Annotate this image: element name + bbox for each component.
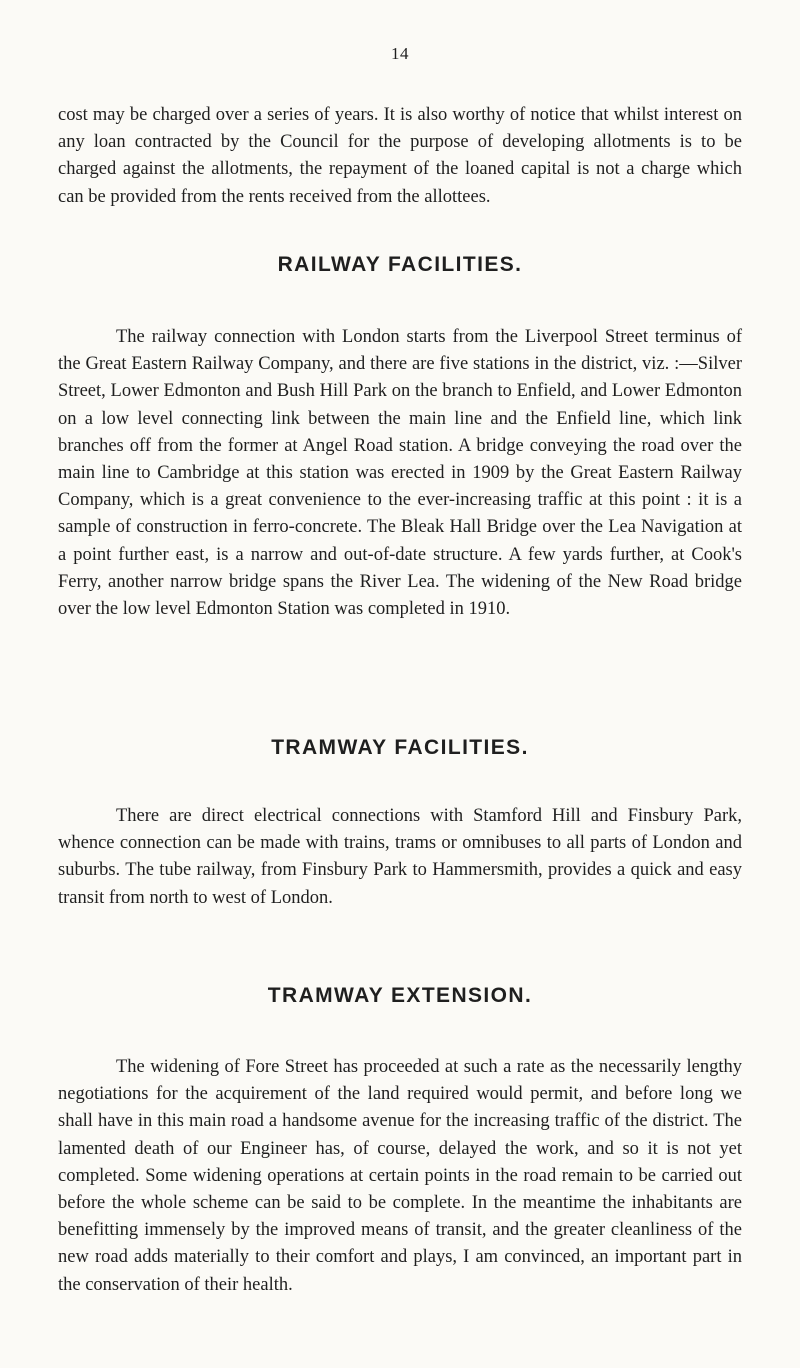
tramway-facilities-paragraph: There are direct electrical connections with Stamford Hill and Finsbury Park, whence connection can be made with trains, trams or omnibuses to all parts of London and suburbs. The tube railway, from Finsbury Park to Hammersmith, provides a quick and easy transit from north to west of London.: [58, 806, 742, 908]
tramway-extension-heading: TRAMWAY EXTENSION.: [267, 984, 533, 1007]
intro-paragraph: cost may be charged over a series of years. It is also worthy of notice that whilst interest on any loan contracted by the Council for the purpose of developing allotments is to be charged against the allotments, the repayment of the loaned capital is not a charge which can be provided from the rents received from the allottees.: [58, 105, 742, 207]
railway-facilities-paragraph: The railway connection with London starts from the Liverpool Street terminus of the Great Eastern Railway Company, and there are five stations in the district, viz. :—Silver Street, Lower Edmonton and Bush Hill Park on the branch to Enfield, and Lower Edmonton on a low level connecting link between the main line and the Enfield line, which link branches off from the former at Angel Road station. A bridge conveying the road over the main line to Cambridge at this station was erected in 1909 by the Great Eastern Railway Company, which is a great convenience to the ever-increasing traffic at this point : it is a sample of construction in ferro-concrete. The Bleak Hall Bridge over the Lea Navigation at a point further east, is a narrow and out-of-date structure. A few yards further, at Cook's Ferry, another narrow bridge spans the River Lea. The widening of the New Road bridge over the low level Edmonton Station was completed in 1910.: [58, 327, 742, 620]
tramway-extension-paragraph: The widening of Fore Street has proceeded at such a rate as the necessarily lengthy negotiations for the acquirement of the land required would permit, and before long we shall have in this main road a handsome avenue for the increasing traffic of the district. The lamented death of our Engineer has, of course, delayed the work, and so it is not yet completed. Some widening operations at certain points in the road remain to be carried out before the whole scheme can be said to be complete. In the meantime the inhabitants are benefitting immensely by the improved means of transit, and the greater cleanliness of the new road adds materially to their comfort and plays, I am convinced, an important part in the conservation of their health.: [58, 1057, 742, 1295]
page-number: 14: [391, 44, 409, 63]
railway-facilities-heading: RAILWAY FACILITIES.: [277, 253, 523, 276]
tramway-facilities-heading: TRAMWAY FACILITIES.: [271, 736, 529, 759]
